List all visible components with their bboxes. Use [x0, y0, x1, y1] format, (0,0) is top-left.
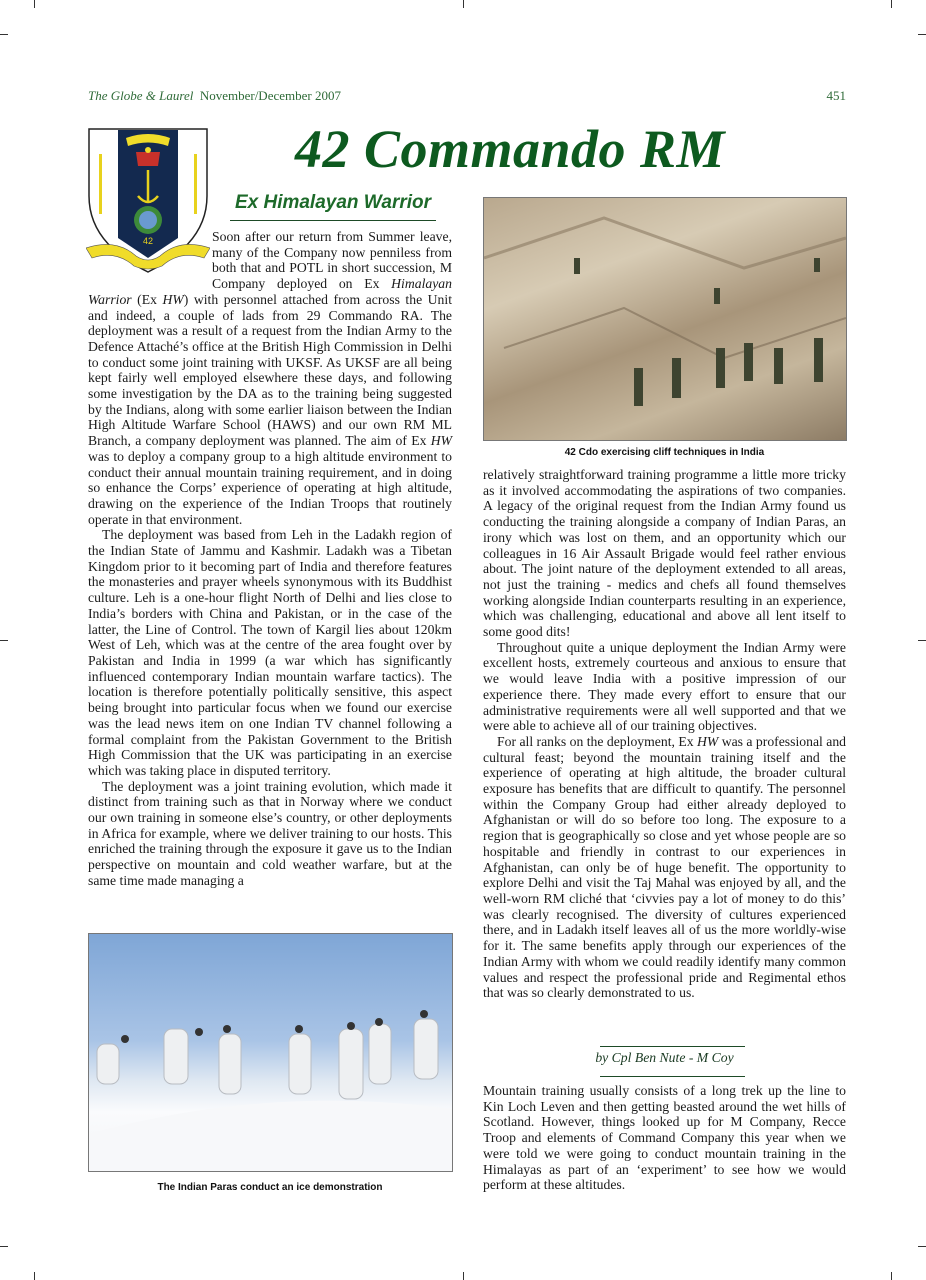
crop-mark	[34, 1272, 35, 1280]
ice-demonstration-photo	[88, 933, 453, 1172]
page-number: 451	[826, 88, 846, 103]
article-subtitle: Ex Himalayan Warrior	[234, 192, 432, 213]
right-column-text	[483, 467, 846, 1001]
text-run: Throughout quite a unique deployment the Indian Army were excellent hosts, extremely courteous and anxious to ensure that we would leave India with a positive impression of our experience there. They made every effort to ensure that our administrative requirements were all well supported and that we were able to achieve all of our training objectives.	[483, 639, 846, 734]
right-column	[483, 467, 846, 1001]
publication-name: The Globe & Laurel	[88, 88, 194, 103]
crop-mark	[0, 34, 8, 35]
byline-rule-top	[600, 1046, 745, 1047]
left-column-text	[88, 229, 452, 889]
soldiers-on-snow-illustration	[89, 934, 452, 1171]
page-title: 42 Commando RM	[294, 119, 726, 179]
crop-mark	[0, 640, 8, 641]
cliff-photo-caption: 42 Cdo exercising cliff techniques in India	[564, 447, 765, 458]
text-run: The deployment was based from Leh in the Ladakh region of the Indian State of Jammu and Kashmir. Ladakh was a Tibetan Kingdom prior to it becoming part of India and therefore features the monasteries and prayer wheels synonymous with its Buddhist culture. Leh is a one-hour flight North of Delhi and lies close to India’s borders with China and Pakistan, or in the case of the latter, the Line of Control. The town of Kargil lies about 120km West of Leh, which was at the centre of the area fought over by Pakistan and India in 1999 (a war which has significantly influenced contemporary Indian mountain warfare tactics). The location is therefore potentially politically sensitive, this aspect being brought into particular focus when we found our exercise was the lead news item on one Indian TV channel following a formal complaint from the Pakistan Government to the British High Commission that the UK was participating in an exercise which was taking place in disputed territory.	[88, 527, 452, 778]
text-run: For all ranks on the deployment, Ex	[497, 733, 697, 749]
paragraph	[483, 1083, 846, 1193]
paragraph	[483, 467, 846, 640]
text-run: ) with personnel attached from across the Unit and indeed, a couple of lads from 29 Commando RA. The deployment was a result of a request from the Indian Army to the Defence Attaché’s office at the British High Commission in Delhi to conduct some joint training with UKSF. As UKSF are all being kept fairly well employed elsewhere these days, and following some investigation by the DA as to the training being suggested by the Indians, along with some earlier liaison between the Indian High Altitude Warfare School (HAWS) and our own RM ML Branch, a company deployment was planned. The aim of Ex	[88, 291, 452, 449]
text-run: The deployment was a joint training evolution, which made it distinct from training such as that in Norway where we conduct our own training in someone else’s country, or other deployments in Africa for example, where we deliver training to our hosts. This enriched the training through the exposure it gave us to the Indian perspective on mountain and cold weather warfare, but at the same time made managing a	[88, 778, 452, 888]
crop-mark	[463, 1272, 464, 1280]
paragraph	[88, 527, 452, 778]
crop-mark	[918, 34, 926, 35]
crop-mark	[0, 1246, 8, 1247]
text-run: (Ex	[131, 291, 163, 307]
italic-text: HW	[162, 291, 184, 307]
crop-mark	[891, 1272, 892, 1280]
cliff-training-photo	[483, 197, 847, 441]
paragraph	[483, 640, 846, 734]
crop-mark	[918, 1246, 926, 1247]
left-column	[88, 229, 452, 889]
svg-text:42: 42	[142, 236, 154, 246]
text-run: was to deploy a company group to a high altitude environment to conduct their annual mountain training requirement, and in doing so enhance the Corps’ experience of operating at high altitude, drawing on the experience of the Indian Troops that routinely operate in that environment.	[88, 448, 452, 527]
subtitle-rule	[230, 220, 436, 221]
paragraph	[483, 734, 846, 1001]
byline: by Cpl Ben Nute - M Coy	[595, 1050, 734, 1065]
byline-rule-bottom	[600, 1076, 745, 1077]
italic-text: HW	[696, 733, 719, 749]
text-run: Mountain training usually consists of a long trek up the line to Kin Loch Leven and then getting beasted around the wet hills of Scotland. However, things looked up for M Company, Recce Troop and elements of Command Company this year when we were told we were going to conduct mountain training in the Himalayas as part of an ‘experiment’ to see how we would perform at these altitudes.	[483, 1083, 846, 1193]
crop-mark	[34, 0, 35, 8]
text-run: Soon after our return from Summer leave, many of the Company now penniless from both that and POTL in short succession, M Company deployed on Ex	[212, 229, 452, 292]
text-run: was a professional and cultural feast; beyond the mountain training itself and the experience of operating at high altitude, the broader cultural exposure has benefits that are difficult to quantify. The personnel within the Company Group had either already deployed to Afghanistan or will do so before too long. The exposure to a region that is geographically so close and yet whose people are so hospitable and friendly in contrast to our experiences in Afghanistan, can only be of huge benefit. The opportunity to explore Delhi and visit the Taj Mahal was enjoyed by all, and the well-worn RM cliché that ‘civvies pay a lot of money to do this’ was clearly recognised. The diversity of cultures experienced there, and in Ladakh itself leaves all of us the more worldly-wise for it. The same benefits apply through our experiences of the Indian Army with whom we could readily identify many common values and respect the professional pride and Regimental ethos that was so clearly demonstrated to us.	[483, 733, 847, 1001]
running-header	[88, 88, 341, 104]
italic-text: Himalayan Warrior	[88, 276, 452, 307]
ice-photo-caption: The Indian Paras conduct an ice demonstration	[157, 1182, 383, 1193]
climbers-illustration	[484, 198, 846, 440]
paragraph	[88, 779, 452, 889]
crop-mark	[891, 0, 892, 8]
text-run: relatively straightforward training programme a little more tricky as it involved accommodating the aspirations of two companies. A legacy of the original request from the Indian Army found us conducting the training alongside a company of Indian Paras, an irony which was lost on them, and an opportunity which our colleagues in 16 Air Assault Brigade would feel rather envious about. The joint nature of the deployment extended to all areas, not just the training - medics and chefs all found themselves working alongside Indian counterparts resulting in an experience, which was challenging, educational and above all lent itself to some good dits!	[483, 467, 846, 640]
crop-mark	[918, 640, 926, 641]
italic-text: HW	[430, 433, 452, 449]
second-article-text	[483, 1083, 846, 1193]
crop-mark	[463, 0, 464, 8]
issue-date: November/December 2007	[199, 88, 341, 103]
